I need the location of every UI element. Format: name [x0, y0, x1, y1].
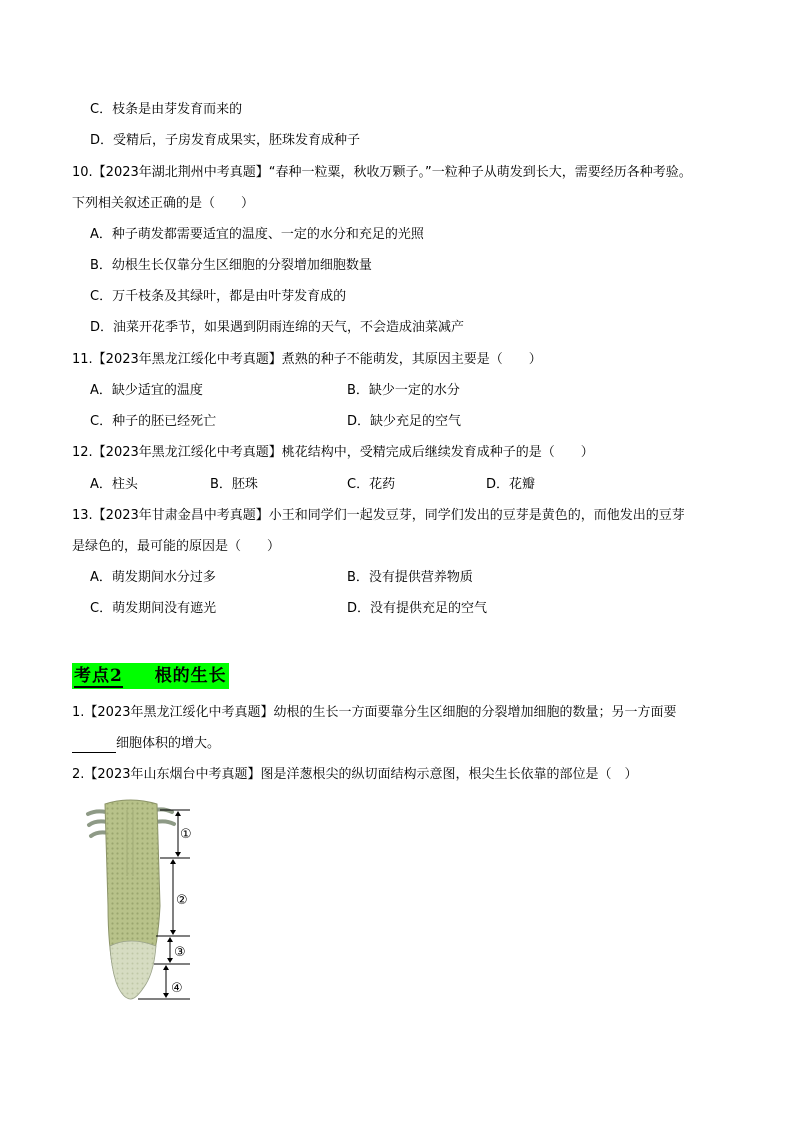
- q9-option-c: C．枝条是由芽发育而来的: [90, 102, 243, 117]
- q13-option-b: B．没有提供营养物质: [347, 570, 473, 585]
- q11-option-a: A．缺少适宜的温度: [90, 383, 203, 398]
- q11-stem: 11.【2023年黑龙江绥化中考真题】煮熟的种子不能萌发，其原因主要是（ ）: [72, 352, 542, 367]
- q10-option-c: C．万千枝条及其绿叶，都是由叶芽发育成的: [90, 289, 347, 304]
- q13-stem-line1: 13.【2023年甘肃金昌中考真题】小王和同学们一起发豆芽，同学们发出的豆芽是黄色的，而他发出的豆芽: [72, 508, 685, 523]
- root-q1-stem-line1: 1.【2023年黑龙江绥化中考真题】幼根的生长一方面要靠分生区细胞的分裂增加细胞的数量；另一方面要: [72, 705, 677, 720]
- q12-stem: 12.【2023年黑龙江绥化中考真题】桃花结构中，受精完成后继续发育成种子的是（ ）: [72, 445, 594, 460]
- q10-stem-line2: 下列相关叙述正确的是（ ）: [72, 196, 255, 211]
- q12-option-a: A．柱头: [90, 477, 138, 492]
- q10-option-d: D．油菜开花季节，如果遇到阴雨连绵的天气，不会造成油菜减产: [90, 320, 465, 335]
- answer-blank: [72, 738, 116, 753]
- section-tag: 考点2: [74, 666, 123, 686]
- root-q1-stem-line2-text: 细胞体积的增大。: [116, 736, 221, 751]
- q13-stem-line2: 是绿色的，最可能的原因是（ ）: [72, 539, 281, 554]
- section-heading: [72, 663, 229, 689]
- zone-label-4: ④: [171, 981, 183, 996]
- q10-stem-line1: 10.【2023年湖北荆州中考真题】“春种一粒粟，秋收万颗子。”一粒种子从萌发到长大，需要经历各种考验。: [72, 165, 692, 180]
- q11-option-b: B．缺少一定的水分: [347, 383, 460, 398]
- q10-option-a: A．种子萌发都需要适宜的温度、一定的水分和充足的光照: [90, 227, 424, 242]
- onion-root-tip-diagram: [80, 796, 210, 1006]
- q11-option-d: D．缺少充足的空气: [347, 414, 462, 429]
- q13-option-a: A．萌发期间水分过多: [90, 570, 216, 585]
- zone-label-3: ③: [174, 945, 186, 960]
- zone-label-1: ①: [180, 827, 192, 842]
- section-title: 根的生长: [154, 666, 227, 686]
- root-q1-stem-line2: [72, 735, 220, 753]
- root-q2-stem: 2.【2023年山东烟台中考真题】图是洋葱根尖的纵切面结构示意图，根尖生长依靠的部位是（ ）: [72, 767, 638, 782]
- q10-option-b: B．幼根生长仅靠分生区细胞的分裂增加细胞数量: [90, 258, 372, 273]
- root-cap: [110, 941, 156, 999]
- q12-option-b: B．胚珠: [210, 477, 258, 492]
- q9-option-d: D．受精后，子房发育成果实，胚珠发育成种子: [90, 133, 361, 148]
- q11-option-c: C．种子的胚已经死亡: [90, 414, 217, 429]
- q13-option-c: C．萌发期间没有遮光: [90, 601, 217, 616]
- q12-option-c: C．花药: [347, 477, 396, 492]
- q12-option-d: D．花瓣: [486, 477, 536, 492]
- q13-option-d: D．没有提供充足的空气: [347, 601, 488, 616]
- zone-label-2: ②: [176, 893, 188, 908]
